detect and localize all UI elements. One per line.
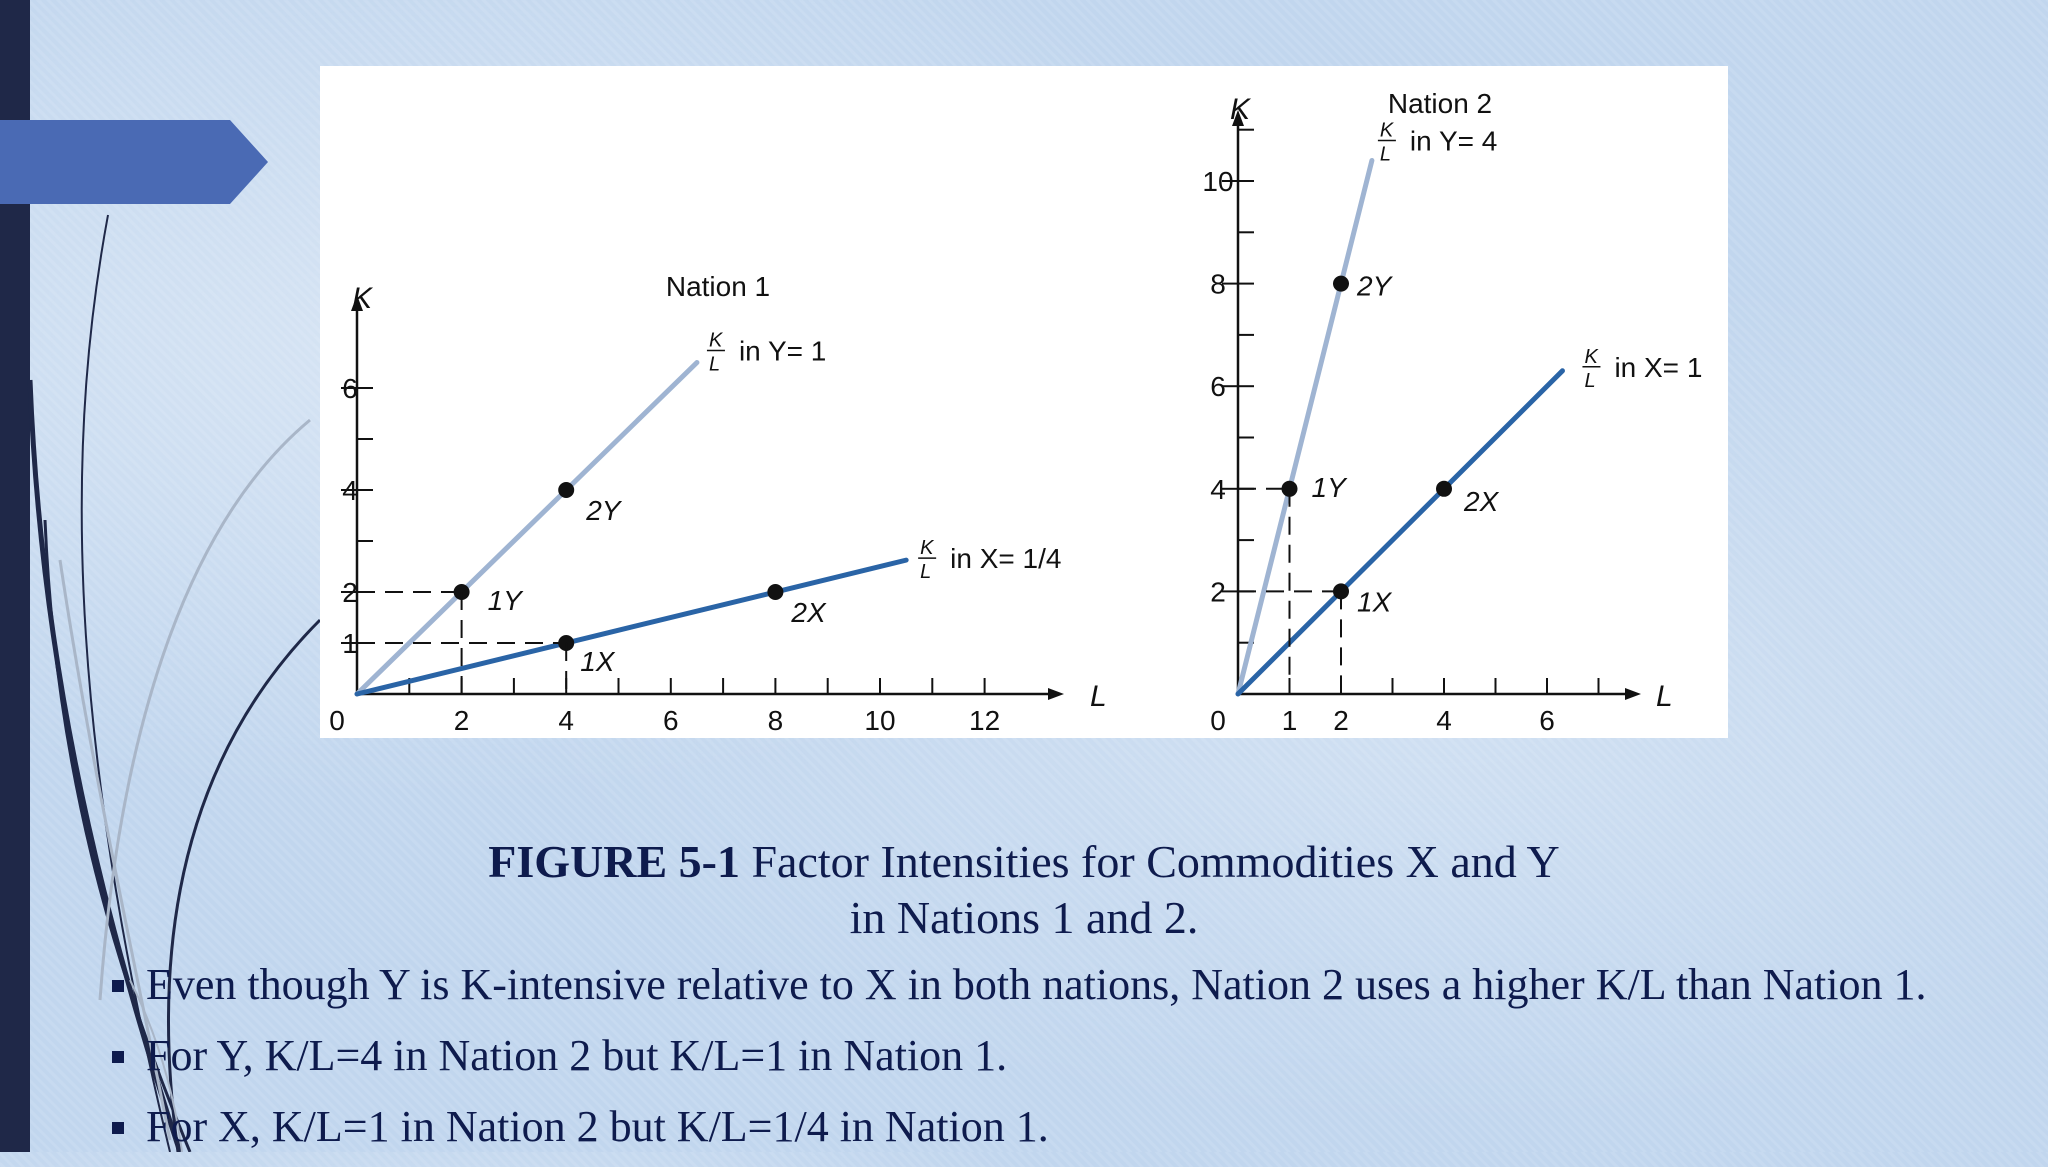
ray-label-text: in X= 1 — [1614, 351, 1703, 383]
chart-title: Nation 2 — [1387, 88, 1493, 119]
x-axis-arrow — [1625, 688, 1641, 700]
x-tick-label: 8 — [767, 705, 784, 736]
data-point — [767, 584, 783, 600]
ray-label — [1378, 119, 1497, 165]
caption-line-1 — [0, 834, 2048, 890]
bullet-text: For Y, K/L=4 in Nation 2 but K/L=1 in Nation 1. — [146, 1031, 1008, 1080]
y-tick-label: 1 — [342, 628, 358, 659]
point-label: 2Y — [586, 495, 621, 526]
ray-label — [707, 330, 826, 376]
ray-label-text: in X= 1/4 — [950, 543, 1062, 575]
figure-number: FIGURE 5-1 — [488, 836, 740, 887]
bullet-marker — [112, 1122, 124, 1134]
caption-title: Factor Intensities for Commodities X and Y — [751, 836, 1560, 887]
x-axis-label: L — [1656, 680, 1673, 713]
bullet-item — [108, 1096, 1926, 1167]
fraction-l: L — [920, 561, 932, 584]
y-axis-label: K — [352, 282, 373, 315]
caption-line-2: in Nations 1 and 2. — [849, 892, 1199, 943]
point-label: 2X — [791, 597, 826, 628]
bullet-item — [108, 954, 1926, 1025]
data-point — [1333, 276, 1349, 292]
point-label: 1X — [1357, 586, 1392, 618]
y-tick-label: 6 — [1210, 371, 1226, 403]
bullet-list — [108, 954, 1926, 1167]
fraction-k: K — [1379, 119, 1394, 142]
x-tick-label: 2 — [453, 705, 470, 736]
ray-line — [1238, 371, 1562, 694]
x-tick-label: 1 — [1281, 705, 1298, 736]
ray-label — [918, 537, 1061, 583]
fraction-k: K — [1584, 345, 1598, 368]
y-tick-label: 6 — [342, 373, 358, 404]
point-label: 2Y — [1357, 270, 1392, 302]
bullet-text: For X, K/L=1 in Nation 2 but K/L=1/4 in Nation 1. — [146, 1102, 1049, 1151]
data-point — [558, 482, 574, 498]
point-label: 1Y — [1311, 471, 1346, 503]
x-tick-label: 0 — [1210, 705, 1226, 736]
x-tick-label: 2 — [1333, 705, 1349, 736]
fraction-l: L — [708, 353, 721, 376]
data-point — [1436, 481, 1452, 497]
fraction-l: L — [1379, 143, 1392, 166]
bullet-text: Even though Y is K-intensive relative to X in both nations, Nation 2 uses a higher K/L than Nation 1. — [146, 960, 1927, 1009]
ray-label-text: in Y= 4 — [1409, 125, 1498, 157]
arrow-tab-decoration — [0, 120, 268, 204]
y-tick-label: 8 — [1210, 268, 1226, 300]
bullet-marker — [112, 1051, 124, 1063]
x-axis-arrow — [1048, 688, 1064, 700]
y-tick-label: 2 — [342, 577, 358, 608]
x-tick-label: 6 — [1539, 705, 1555, 736]
factor-intensity-charts — [320, 66, 1728, 738]
y-tick-label: 2 — [1210, 576, 1226, 608]
bullet-item — [108, 1025, 1926, 1096]
ray-label-text: in Y= 1 — [738, 335, 827, 367]
y-axis-label: K — [1230, 93, 1251, 126]
y-tick-label: 10 — [1202, 166, 1234, 197]
x-tick-label: 4 — [1436, 705, 1452, 736]
ray-label — [1582, 346, 1702, 392]
fraction-l: L — [1584, 369, 1596, 392]
chart-title: Nation 1 — [665, 271, 771, 302]
ray-line — [1238, 160, 1372, 694]
x-tick-label: 0 — [329, 705, 345, 736]
x-tick-label: 12 — [969, 705, 1001, 736]
x-tick-label: 6 — [663, 705, 679, 736]
x-tick-label: 4 — [558, 705, 574, 736]
y-tick-label: 4 — [342, 475, 358, 506]
point-label: 2X — [1464, 485, 1499, 517]
ray-line — [357, 363, 697, 695]
x-axis-label: L — [1090, 680, 1107, 713]
bullet-marker — [112, 980, 124, 992]
figure-panel — [320, 66, 1728, 738]
point-label: 1X — [580, 646, 615, 677]
fraction-k: K — [708, 329, 723, 352]
figure-caption — [0, 834, 2048, 946]
fraction-k: K — [920, 537, 934, 560]
x-tick-label: 10 — [864, 705, 896, 736]
point-label: 1Y — [487, 585, 522, 616]
y-tick-label: 4 — [1210, 473, 1226, 505]
